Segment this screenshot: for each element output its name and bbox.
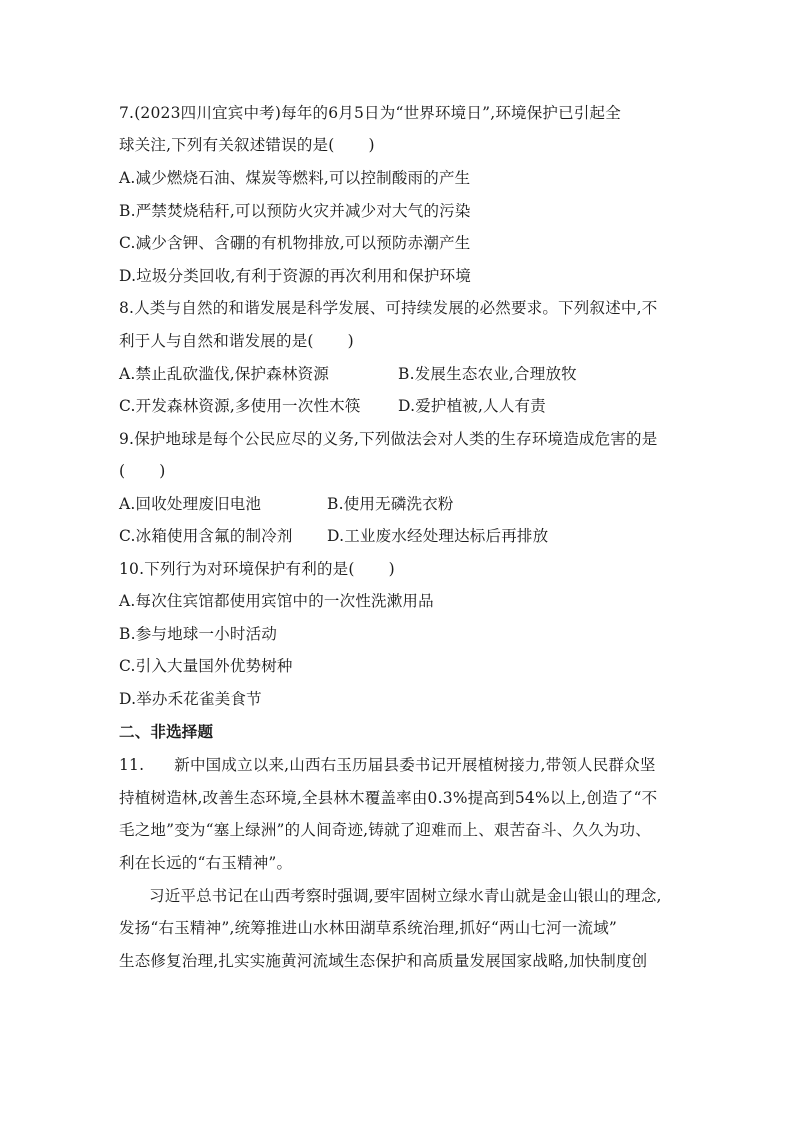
q11-paragraph1-line3: 毛之地”变为“塞上绿洲”的人间奇迹,铸就了迎难而上、艰苦奋斗、久久为功、 <box>119 821 651 839</box>
q7-option-d: D.垃圾分类回收,有利于资源的再次利用和保护环境 <box>119 267 472 285</box>
q7-option-a: A.减少燃烧石油、煤炭等燃料,可以控制酸雨的产生 <box>119 169 471 187</box>
q9-option-a: A.回收处理废旧电池 <box>119 495 262 513</box>
q8-paren-close: ) <box>347 332 354 350</box>
q8-stem-line2 <box>119 331 354 351</box>
section-heading: 二、非选择题 <box>119 723 214 741</box>
q11-paragraph1-line4: 利在长远的“右玉精神”。 <box>119 854 293 872</box>
q10-option-a: A.每次住宾馆都使用宾馆中的一次性洗漱用品 <box>119 592 434 610</box>
q11-paragraph1-line1: 新中国成立以来,山西右玉历届县委书记开展植树接力,带领人民群众坚 <box>174 756 656 774</box>
q9-paren-close: ) <box>159 462 166 480</box>
q8-option-a: A.禁止乱砍滥伐,保护森林资源 <box>119 365 330 383</box>
q10-stem <box>119 559 395 579</box>
q11-paragraph2-line1: 习近平总书记在山西考察时强调,要牢固树立绿水青山就是金山银山的理念, <box>149 887 662 905</box>
q11-paragraph1-line2: 持植树造林,改善生态环境,全县林木覆盖率由0.3%提高到54%以上,创造了“不 <box>119 789 658 807</box>
q11-paragraph2-line2: 发扬“右玉精神”,统筹推进山水林田湖草系统治理,抓好“两山七河一流域” <box>119 919 618 937</box>
q10-option-b: B.参与地球一小时活动 <box>119 625 278 643</box>
q7-paren-close: ) <box>368 136 375 154</box>
q7-stem-line1: 7.(2023四川宜宾中考)每年的6月5日为“世界环境日”,环境保护已引起全 <box>119 104 621 122</box>
q8-option-c: C.开发森林资源,多使用一次性木筷 <box>119 397 361 415</box>
q10-option-d: D.举办禾花雀美食节 <box>119 690 262 708</box>
q9-option-c: C.冰箱使用含氟的制冷剂 <box>119 527 293 545</box>
q9-stem-line1: 9.保护地球是每个公民应尽的义务,下列做法会对人类的生存环境造成危害的是 <box>119 430 658 448</box>
q7-option-c: C.减少含钾、含硼的有机物排放,可以预防赤潮产生 <box>119 234 471 252</box>
q9-option-b: B.使用无磷洗衣粉 <box>327 495 454 513</box>
q9-stem-line2 <box>119 461 166 481</box>
q10-stem-text: 10.下列行为对环境保护有利的是( <box>119 560 355 578</box>
q11-paragraph2-line3: 生态修复治理,扎实实施黄河流域生态保护和高质量发展国家战略,加快制度创 <box>119 952 648 970</box>
q11-line1 <box>119 755 656 775</box>
q10-paren-close: ) <box>388 560 395 578</box>
q7-stem-text: 球关注,下列有关叙述错误的是( <box>119 136 335 154</box>
q9-option-d: D.工业废水经处理达标后再排放 <box>327 527 549 545</box>
q11-number: 11. <box>119 756 145 774</box>
q7-stem-line2 <box>119 135 375 155</box>
q8-stem-line1: 8.人类与自然的和谐发展是科学发展、可持续发展的必然要求。下列叙述中,不 <box>119 299 658 317</box>
q8-option-d: D.爱护植被,人人有责 <box>398 397 546 415</box>
q9-paren-open: ( <box>119 462 126 480</box>
q8-option-b: B.发展生态农业,合理放牧 <box>398 365 577 383</box>
q7-option-b: B.严禁焚烧秸秆,可以预防火灾并减少对大气的污染 <box>119 202 471 220</box>
q8-stem-text: 利于人与自然和谐发展的是( <box>119 332 314 350</box>
q10-option-c: C.引入大量国外优势树种 <box>119 657 293 675</box>
